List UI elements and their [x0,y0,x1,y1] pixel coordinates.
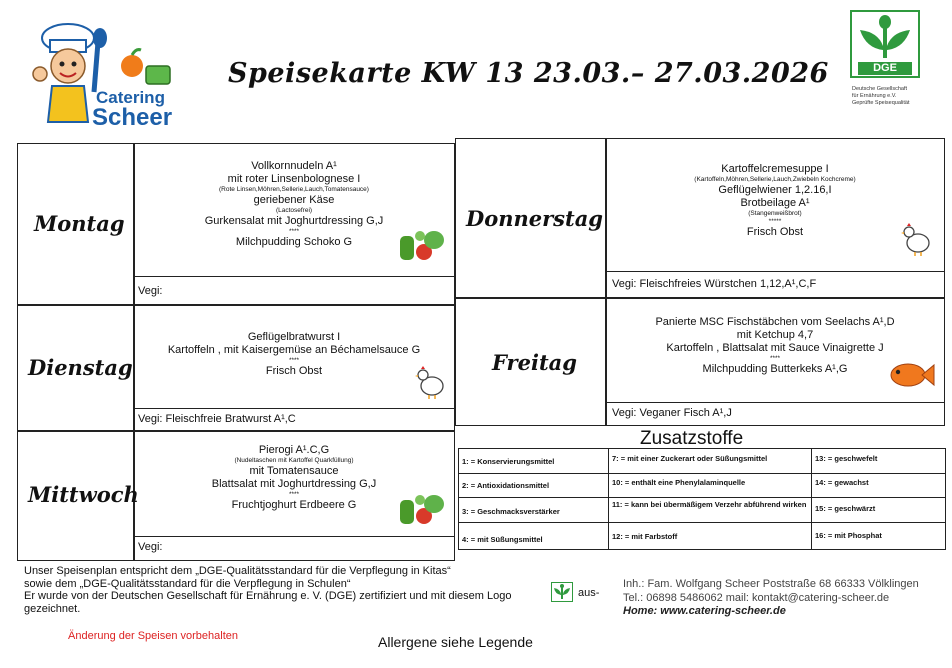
menu-dessert: Fruchtjoghurt Erdbeere G [231,499,357,511]
vegi-label: Vegi: [138,413,163,425]
menu-line: Geflügelwiener 1,2.16,I [718,184,832,196]
vegi-label: Vegi: [138,285,163,297]
dge-caption-line: Geprüfte Speisequalität [852,100,910,106]
menu-line: Brotbeilage A¹ [740,197,810,209]
vegi-label: Vegi: [612,407,637,419]
dge-logo [850,10,920,78]
day-label-donnerstag: Donnerstag [466,206,603,231]
divider [458,473,946,474]
vegi-label: Vegi: [138,541,163,553]
footer-line: sowie dem „DGE-Qualitätsstandard für die Verpflegung in Schulen“ [24,577,351,590]
footer-line: Unser Speisenplan entspricht dem „DGE-Qualitätsstandard für die Verpflegung in Kitas“ [24,565,451,577]
day-label-mittwoch: Mittwoch [28,482,139,507]
zusatz-cell: 11: = kann bei übermäßigem Verzehr abführend wirken [612,500,807,509]
menu-line: mit Tomatensauce [249,465,339,477]
logo-text-catering: Catering [96,88,165,107]
divider [811,448,812,550]
page-title: Speisekarte KW 13 23.03.– 27.03.2026 [228,58,829,89]
menu-stars: **** [769,355,781,362]
vegetables-icon [398,226,446,262]
vegi-row-donnerstag [612,278,816,290]
menu-line: Panierte MSC Fischstäbchen vom Seelachs A¹,D [655,316,895,328]
contact-address: Inh.: Fam. Wolfgang Scheer Poststraße 68 66333 Völklingen [623,578,919,590]
divider [608,448,609,550]
zusatz-cell: 10: = enthält eine Phenylalaminquelle [612,478,746,487]
zusatz-cell: 4: = mit Süßungsmittel [462,535,543,544]
day-label-freitag: Freitag [492,350,577,375]
menu-donnerstag [607,163,943,239]
menu-stars: **** [288,491,300,498]
dge-caption-line: Deutsche Gesellschaft [852,86,908,92]
dge-statement [24,565,544,615]
dge-caption [852,86,942,107]
vegi-label: Vegi: [612,278,637,290]
dge-plant-icon [852,12,918,62]
footer-line: gezeichnet. [24,602,81,615]
zusatz-cell: 7: = mit einer Zuckerart oder Süßungsmittel [612,454,768,463]
zusatz-cell: 1: = Konservierungsmittel [462,457,555,466]
menu-stars: **** [288,228,300,235]
zusatz-cell: 15: = geschwärzt [815,504,876,513]
menu-line: Blattsalat mit Joghurtdressing G,J [211,478,377,490]
divider [133,536,455,537]
menu-dessert: Milchpudding Butterkeks A¹,G [702,363,848,375]
menu-line: Kartoffelcremesuppe I [721,163,829,175]
menu-line: Geflügelbratwurst I [247,331,341,343]
vegi-row-mittwoch [138,541,162,553]
menu-note: (Lactosefrei) [275,207,313,214]
chicken-icon [900,221,932,257]
vegetables-icon [398,490,446,526]
day-label-dienstag: Dienstag [28,355,133,380]
logo-text-scheer: Scheer [92,104,173,131]
menu-stars: ***** [768,218,782,225]
menu-note: (Nudeltaschen mit Kartoffel Quarkfüllung) [234,457,354,464]
menu-line: Kartoffeln , Blattsalat mit Sauce Vinaigrette J [666,342,884,354]
day-label-montag: Montag [34,211,125,236]
menu-line: geriebener Käse [253,194,335,206]
dge-caption-line: für Ernährung e.V. [852,93,897,99]
zusatz-cell: 14: = gewachst [815,478,869,487]
menu-line: Pierogi A¹.C,G [258,444,330,456]
divider [455,297,945,299]
zusatz-cell: 2: = Antioxidationsmittel [462,481,550,490]
menu-note: (Stangenweißbrot) [748,210,802,217]
zusatz-cell: 12: = mit Farbstoff [612,532,678,541]
vegi-row-dienstag [138,413,296,425]
zusatz-cell: 3: = Geschmacksverstärker [462,507,560,516]
menu-dienstag [135,331,453,378]
menu-dessert: Frisch Obst [746,226,804,238]
dge-plant-icon [552,583,572,601]
vegi-dish: Fleischfreie Bratwurst A¹,C [165,413,296,425]
vegi-row-montag [138,285,162,297]
menu-stars: **** [288,357,300,364]
contact-homepage[interactable]: Home: www.catering-scheer.de [623,605,786,617]
vegi-dish: Fleischfreies Würstchen 1,12,A¹,C,F [639,278,817,290]
dge-small-logo [551,582,573,602]
footer-line: Er wurde von der Deutschen Gesellschaft für Ernährung e. V. (DGE) zertifiziert und mit diesem Logo [24,590,512,602]
zusatz-cell: 16: = mit Phosphat [815,531,882,540]
fish-icon [888,360,936,390]
menu-line: mit roter Linsenbolognese I [227,173,361,185]
menu-note: (Kartoffeln,Möhren,Sellerie,Lauch,Zwiebeln Kochcreme) [694,176,856,183]
vegi-dish: Veganer Fisch A¹,J [639,407,732,419]
contact-phone-mail: Tel.: 06898 5486062 mail: kontakt@catering-scheer.de [623,591,890,604]
chicken-icon [414,364,446,400]
menu-line: Kartoffeln , mit Kaisergemüse an Béchamelsauce G [167,344,421,356]
divider [458,497,946,498]
divider [605,402,945,403]
zusatz-cell: 13: = geschwefelt [815,454,878,463]
catering-scheer-logo [28,22,188,130]
divider [17,304,455,306]
menu-line: Vollkornnudeln A¹ [251,160,337,172]
divider [133,276,455,277]
dge-mark: DGE [858,62,912,75]
zusatzstoffe-title: Zusatzstoffe [640,428,744,449]
allergen-legend-note: Allergene siehe Legende [378,634,533,650]
contact-block [623,578,919,619]
divider [17,430,455,432]
divider [133,408,455,409]
footer-aus: aus- [578,587,600,599]
menu-note: (Rote Linsen,Möhren,Sellerie,Lauch,Tomatensauce) [219,186,369,193]
menu-dessert: Frisch Obst [265,365,323,377]
menu-line: Gurkensalat mit Joghurtdressing G,J [204,215,384,227]
divider [605,271,945,272]
vegi-row-freitag [612,407,732,419]
menu-line: mit Ketchup 4,7 [736,329,814,341]
disclaimer-text: Änderung der Speisen vorbehalten [68,630,239,642]
divider [458,522,946,523]
menu-dessert: Milchpudding Schoko G [235,236,353,248]
